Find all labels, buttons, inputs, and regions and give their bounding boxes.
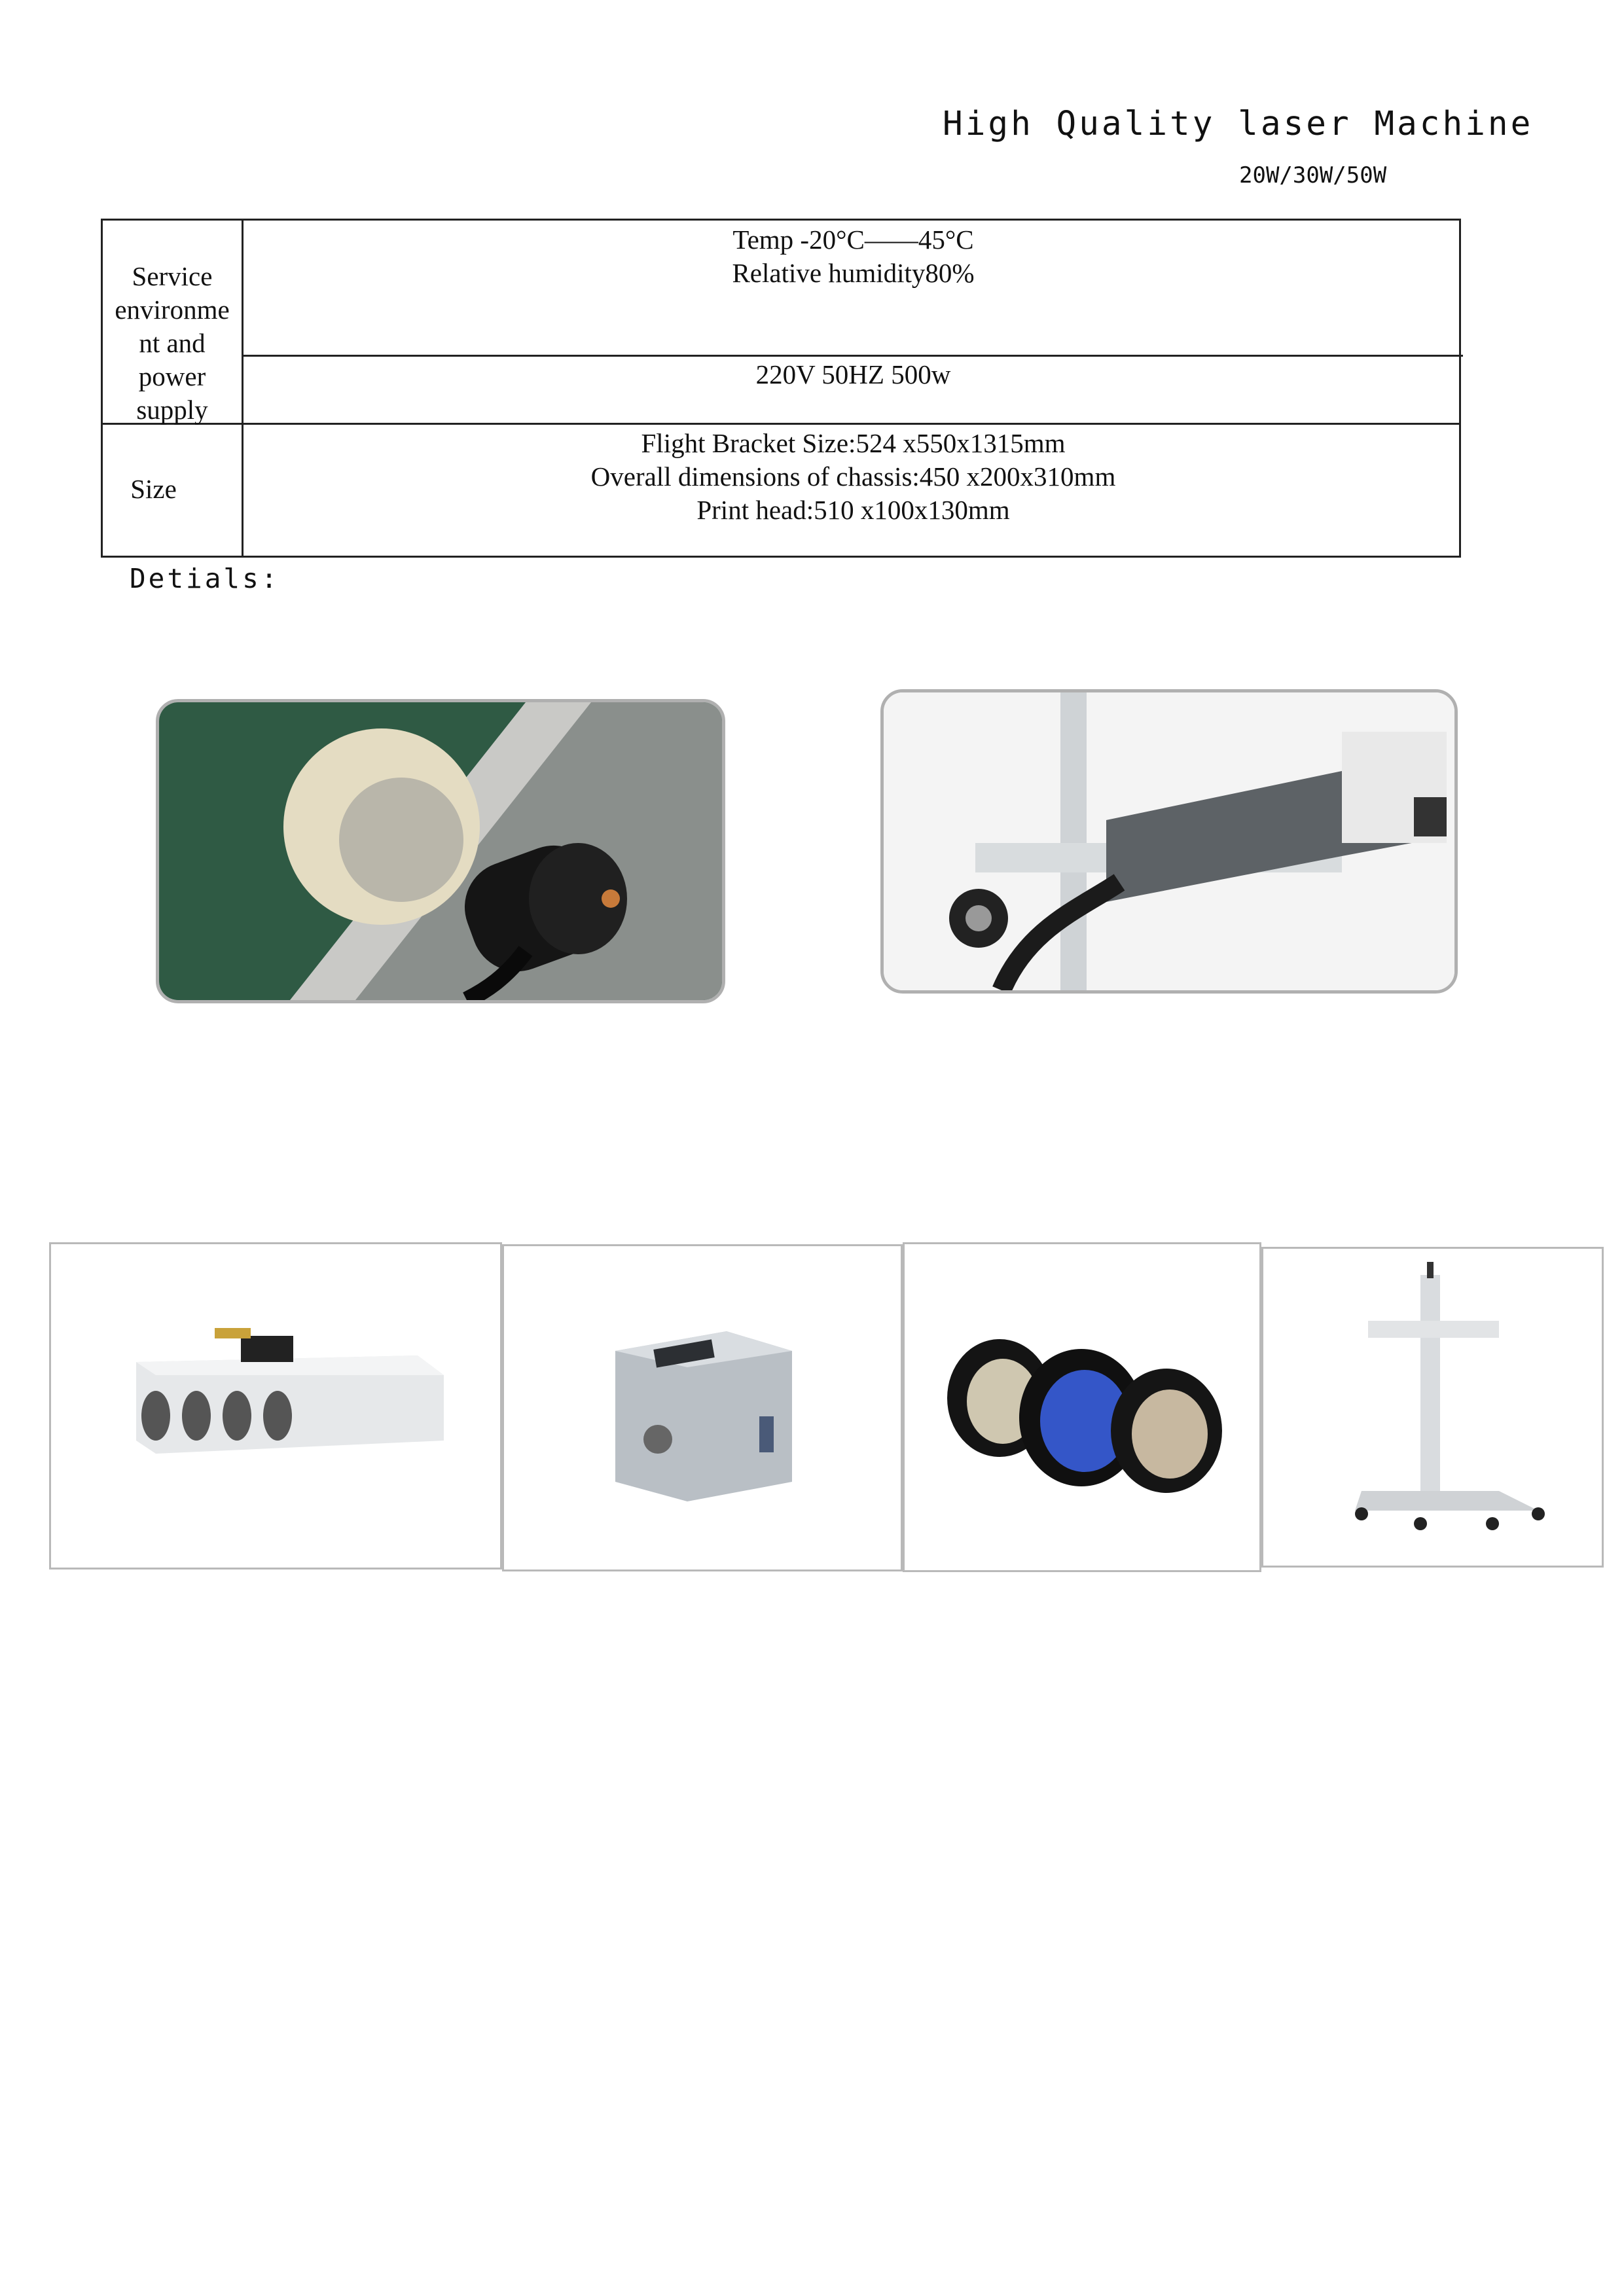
page-title: High Quality laser Machine bbox=[943, 105, 1534, 143]
spec-table bbox=[101, 219, 1461, 558]
environment-value: Temp -20°C——45°C Relative humidity80% bbox=[732, 224, 975, 288]
focus-lenses-frame bbox=[903, 1242, 1261, 1572]
lifting-stand-frame bbox=[1261, 1247, 1604, 1568]
size-label: Size bbox=[130, 474, 177, 504]
table-subrow-divider bbox=[242, 355, 1463, 357]
galvo-scanner-frame bbox=[502, 1244, 903, 1571]
power-value: 220V 50HZ 500w bbox=[755, 359, 951, 389]
encoder-photo bbox=[156, 699, 725, 1003]
table-row-divider bbox=[103, 423, 1459, 425]
size-value: Flight Bracket Size:524 x550x1315mm Overall dimensions of chassis:450 x200x310mm Print head:510 x100x130mm bbox=[590, 428, 1116, 525]
power-options: 20W/30W/50W bbox=[1239, 162, 1387, 188]
service-environment-label: Service environme nt and power supply bbox=[115, 261, 230, 425]
marking-head-photo bbox=[880, 689, 1458, 994]
details-heading: Detials: bbox=[130, 563, 280, 594]
fiber-laser-source-frame bbox=[49, 1242, 502, 1570]
